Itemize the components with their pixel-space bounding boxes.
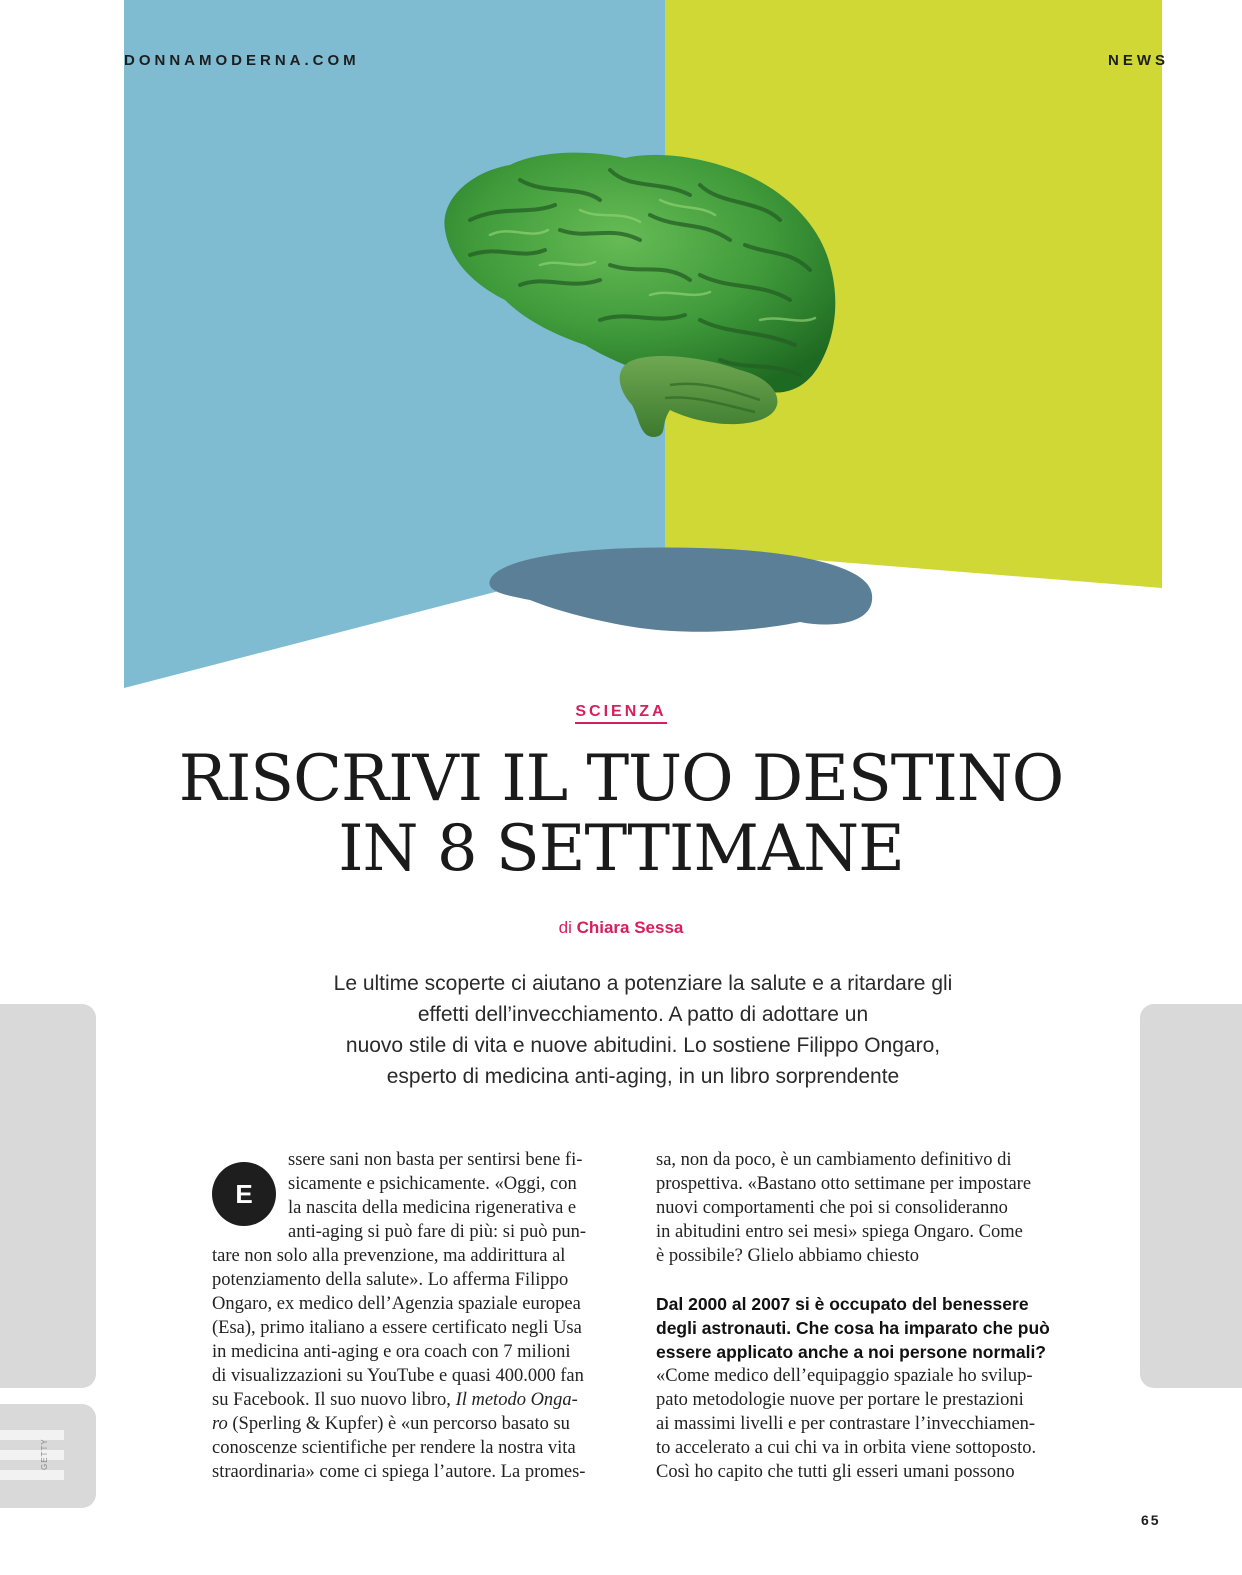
menu-icon [0, 1450, 64, 1460]
body-line: potenziamento della salute». Lo afferma Filippo [212, 1270, 569, 1290]
body-line: Così ho capito che tutti gli esseri umani possono [656, 1462, 1015, 1482]
menu-icon [0, 1430, 64, 1440]
body-column-1 [212, 1148, 631, 1484]
body-line: su Facebook. Il suo nuovo libro, Il metodo Onga- [212, 1390, 578, 1410]
body-line: conoscenze scientifiche per rendere la nostra vita [212, 1438, 576, 1458]
author-name: Chiara Sessa [576, 918, 684, 937]
category-text: SCIENZA [575, 703, 666, 724]
standfirst-line: Le ultime scoperte ci aiutano a potenziare la salute e a ritardare gli [333, 972, 953, 995]
body-line: in abitudini entro sei mesi» spiega Ongaro. Come [656, 1222, 1023, 1242]
byline-prefix: di [558, 918, 572, 937]
standfirst-line: nuovo stile di vita e nuove abitudini. Lo sostiene Filippo Ongaro, [345, 1034, 941, 1057]
standfirst-line: esperto di medicina anti-aging, in un libro sorprendente [386, 1065, 900, 1088]
body-line: è possibile? Glielo abbiamo chiesto [656, 1246, 920, 1266]
body-line: «Come medico dell’equipaggio spaziale ho svilup- [656, 1366, 1033, 1386]
category-label [0, 703, 1242, 721]
hero-illustration [0, 0, 1242, 700]
body-line: la nascita della medicina rigenerativa e [288, 1198, 577, 1218]
body-line: to accelerato a cui chi va in orbita viene sottoposto. [656, 1438, 1037, 1458]
body-line: Ongaro, ex medico dell’Agenzia spaziale europea [212, 1294, 581, 1314]
interview-question-line: degli astronauti. Che cosa ha imparato che può [656, 1318, 1050, 1338]
page-number: 65 [1141, 1512, 1161, 1528]
body-line: di visualizzazioni su YouTube e quasi 400.000 fan [212, 1366, 584, 1386]
body-line: ai massimi livelli e per contrastare l’invecchiamen- [656, 1414, 1036, 1434]
body-line: sa, non da poco, è un cambiamento definitivo di [656, 1150, 1012, 1170]
body-line: ssere sani non basta per sentirsi bene fi- [288, 1150, 583, 1170]
body-line: ro (Sperling & Kupfer) è «un percorso basato su [212, 1414, 570, 1434]
interview-question-line: essere applicato anche a noi persone normali? [656, 1342, 1046, 1362]
next-page-tab[interactable] [1140, 1004, 1242, 1388]
body-line: sicamente e psichicamente. «Oggi, con [288, 1174, 577, 1194]
body-line: nuovi comportamenti che poi si consolideranno [656, 1198, 1008, 1218]
headline-line-1: RISCRIVI IL TUO DESTINO [178, 742, 1064, 816]
body-line: tare non solo alla prevenzione, ma addirittura al [212, 1246, 566, 1266]
headline [0, 744, 1242, 884]
body-column-2 [656, 1148, 1073, 1484]
standfirst-line: effetti dell’invecchiamento. A patto di adottare un [417, 1003, 869, 1026]
drop-cap: E [212, 1162, 276, 1226]
body-line: anti-aging si può fare di più: si può pun- [288, 1222, 587, 1242]
previous-page-tab[interactable] [0, 1004, 96, 1388]
interview-question-line: Dal 2000 al 2007 si è occupato del benessere [656, 1294, 1029, 1314]
body-line: straordinaria» come ci spiega l’autore. La promes- [212, 1462, 586, 1482]
standfirst [270, 968, 1016, 1092]
body-line: in medicina anti-aging e ora coach con 7 milioni [212, 1342, 571, 1362]
brain-shadow [489, 547, 872, 631]
masthead-section: NEWS [1108, 52, 1169, 69]
menu-icon [0, 1470, 64, 1480]
photo-credit: GETTY [40, 1438, 49, 1470]
byline [0, 918, 1242, 938]
body-line: prospettiva. «Bastano otto settimane per impostare [656, 1174, 1032, 1194]
headline-line-2: IN 8 SETTIMANE [338, 812, 904, 886]
body-line: pato metodologie nuove per portare le prestazioni [656, 1390, 1024, 1410]
masthead-site: DONNAMODERNA.COM [124, 52, 360, 69]
body-line: (Esa), primo italiano a essere certificato negli Usa [212, 1318, 582, 1338]
